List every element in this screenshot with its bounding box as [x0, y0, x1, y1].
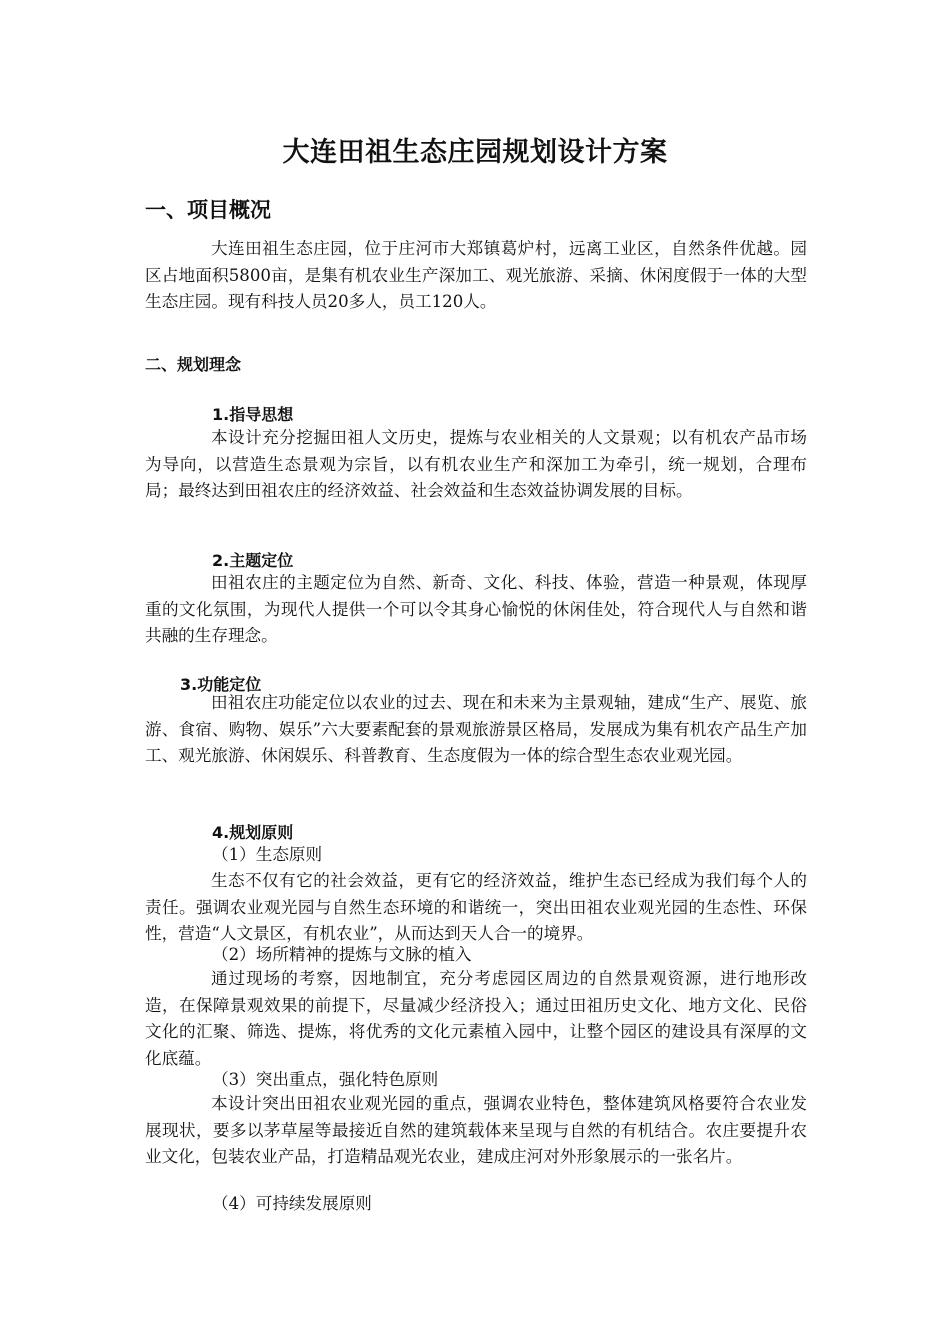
principle-1-title: （1）生态原则 [212, 845, 323, 864]
principle-4-title: （4）可持续发展原则 [212, 1194, 372, 1213]
function-positioning-paragraph: 田祖农庄功能定位以农业的过去、现在和未来为主景观轴，建成“生产、展览、旅游、食宿、购物、娱乐”六大要素配套的景观旅游景区格局，发展成为集有机农产品生产加工、观光旅游、休闲娱乐、科普教育、生态度假为一体的综合型生态农业观光园。 [145, 693, 807, 765]
principle-1-paragraph: 生态不仅有它的社会效益，更有它的经济效益，维护生态已经成为我们每个人的责任。强调农业观光园与自然生态环境的和谐统一，突出田祖农业观光园的生态性、环保性，营造“人文景区，有机农业”，从而达到天人合一的境界。 [145, 871, 807, 943]
subheading-function-positioning: 3.功能定位 [180, 675, 262, 694]
principle-2-title: （2）场所精神的提炼与文脉的植入 [212, 945, 472, 964]
section-heading-overview: 一、项目概况 [145, 198, 271, 222]
principle-3-paragraph: 本设计突出田祖农业观光园的重点，强调农业特色，整体建筑风格要符合农业发展现状，要多以茅草屋等最接近自然的建筑载体来呈现与自然的有机结合。农庄要提升农业文化，包装农业产品，打造精品观光农业，建成庄河对外形象展示的一张名片。 [145, 1094, 807, 1166]
section-heading-planning-concept: 二、规划理念 [145, 355, 242, 374]
subheading-theme-positioning: 2.主题定位 [212, 551, 294, 570]
subheading-planning-principles: 4.规划原则 [212, 823, 294, 842]
principle-2-paragraph: 通过现场的考察，因地制宜，充分考虑园区周边的自然景观资源，进行地形改造，在保障景观效果的前提下，尽量减少经济投入；通过田祖历史文化、地方文化、民俗文化的汇聚、筛选、提炼，将优秀的文化元素植入园中，让整个园区的建设具有深厚的文化底蕴。 [145, 969, 807, 1068]
principle-3-title: （3）突出重点，强化特色原则 [212, 1070, 439, 1089]
guiding-ideology-paragraph: 本设计充分挖掘田祖人文历史，提炼与农业相关的人文景观；以有机农产品市场为导向，以营造生态景观为宗旨，以有机农业生产和深加工为牵引，统一规划，合理布局；最终达到田祖农庄的经济效益、社会效益和生态效益协调发展的目标。 [145, 428, 807, 500]
theme-positioning-paragraph: 田祖农庄的主题定位为自然、新奇、文化、科技、体验，营造一种景观，体现厚重的文化氛围，为现代人提供一个可以令其身心愉悦的休闲佳处，符合现代人与自然和谐共融的生存理念。 [145, 573, 807, 645]
subheading-guiding-ideology: 1.指导思想 [212, 405, 294, 424]
document-title: 大连田祖生态庄园规划设计方案 [282, 137, 668, 168]
overview-paragraph: 大连田祖生态庄园，位于庄河市大郑镇葛炉村，远离工业区，自然条件优越。园区占地面积5800亩，是集有机农业生产深加工、观光旅游、采摘、休闲度假于一体的大型生态庄园。现有科技人员20多人，员工120人。 [145, 239, 807, 311]
